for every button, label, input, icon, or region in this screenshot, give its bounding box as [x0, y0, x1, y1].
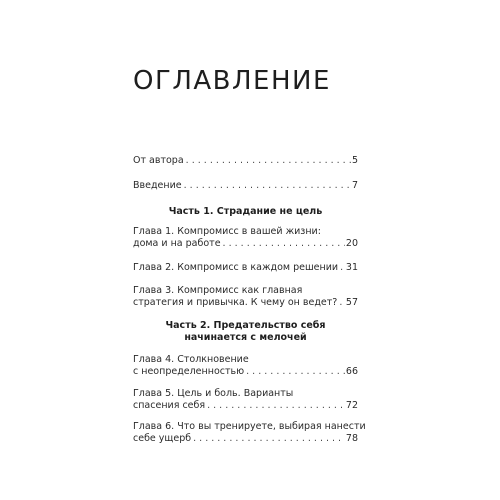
leader-dots	[246, 366, 345, 378]
toc-entry-title-cont: с неопределенностью	[133, 366, 245, 377]
toc-entry-from-author[interactable]	[133, 155, 358, 167]
toc-entry-title: Глава 3. Компромисс как главная	[133, 285, 303, 296]
toc-entry-introduction[interactable]	[133, 180, 358, 192]
part-heading-1[interactable]	[133, 206, 358, 218]
page-title: ОГЛАВЛЕНИЕ	[133, 66, 331, 96]
toc-entry-chapter-2[interactable]	[133, 262, 358, 274]
toc-entry-title: Глава 5. Цель и боль. Варианты	[133, 388, 294, 399]
toc-entry-chapter-4[interactable]	[133, 354, 358, 378]
toc-entry-title-cont: дома и на работе	[133, 238, 221, 249]
toc-entry-page: 5	[351, 155, 358, 166]
part-heading-text: Часть 2. Предательство себя	[165, 320, 326, 331]
leader-dots	[193, 433, 345, 445]
toc-entry-page: 57	[345, 297, 358, 308]
toc-entry-title: Глава 1. Компромисс в вашей жизни:	[133, 226, 321, 237]
toc-entry-title: От автора	[133, 155, 184, 166]
toc-entry-page: 66	[345, 366, 358, 377]
part-heading-2[interactable]	[133, 320, 358, 344]
leader-dots	[340, 262, 345, 274]
toc-entry-title: Глава 6. Что вы тренируете, выбирая нанести	[133, 421, 366, 432]
toc-entry-chapter-3[interactable]	[133, 285, 358, 309]
toc-entry-chapter-6[interactable]	[133, 421, 366, 445]
toc-entry-page: 78	[345, 433, 358, 444]
toc-entry-title: Введение	[133, 180, 182, 191]
leader-dots	[339, 297, 345, 309]
part-heading-text-cont: начинается с мелочей	[184, 332, 307, 343]
toc-entry-title-cont: стратегия и привычка. К чему он ведет?	[133, 297, 338, 308]
toc-entry-title-cont: спасения себя	[133, 400, 206, 411]
part-heading-text: Часть 1. Страдание не цель	[168, 206, 323, 217]
toc-entry-title: Глава 2. Компромисс в каждом решении	[133, 262, 339, 273]
leader-dots	[223, 238, 345, 250]
toc-entry-title: Глава 4. Столкновение	[133, 354, 249, 365]
toc-entry-page: 7	[351, 180, 358, 191]
toc-entry-page: 20	[345, 238, 358, 249]
leader-dots	[184, 180, 351, 192]
leader-dots	[207, 400, 345, 412]
toc-entry-chapter-1[interactable]	[133, 226, 358, 250]
toc-entry-page: 31	[345, 262, 358, 273]
toc-entry-chapter-5[interactable]	[133, 388, 358, 412]
leader-dots	[186, 155, 351, 167]
toc-entry-title-cont: себе ущерб	[133, 433, 192, 444]
toc-entry-page: 72	[345, 400, 358, 411]
